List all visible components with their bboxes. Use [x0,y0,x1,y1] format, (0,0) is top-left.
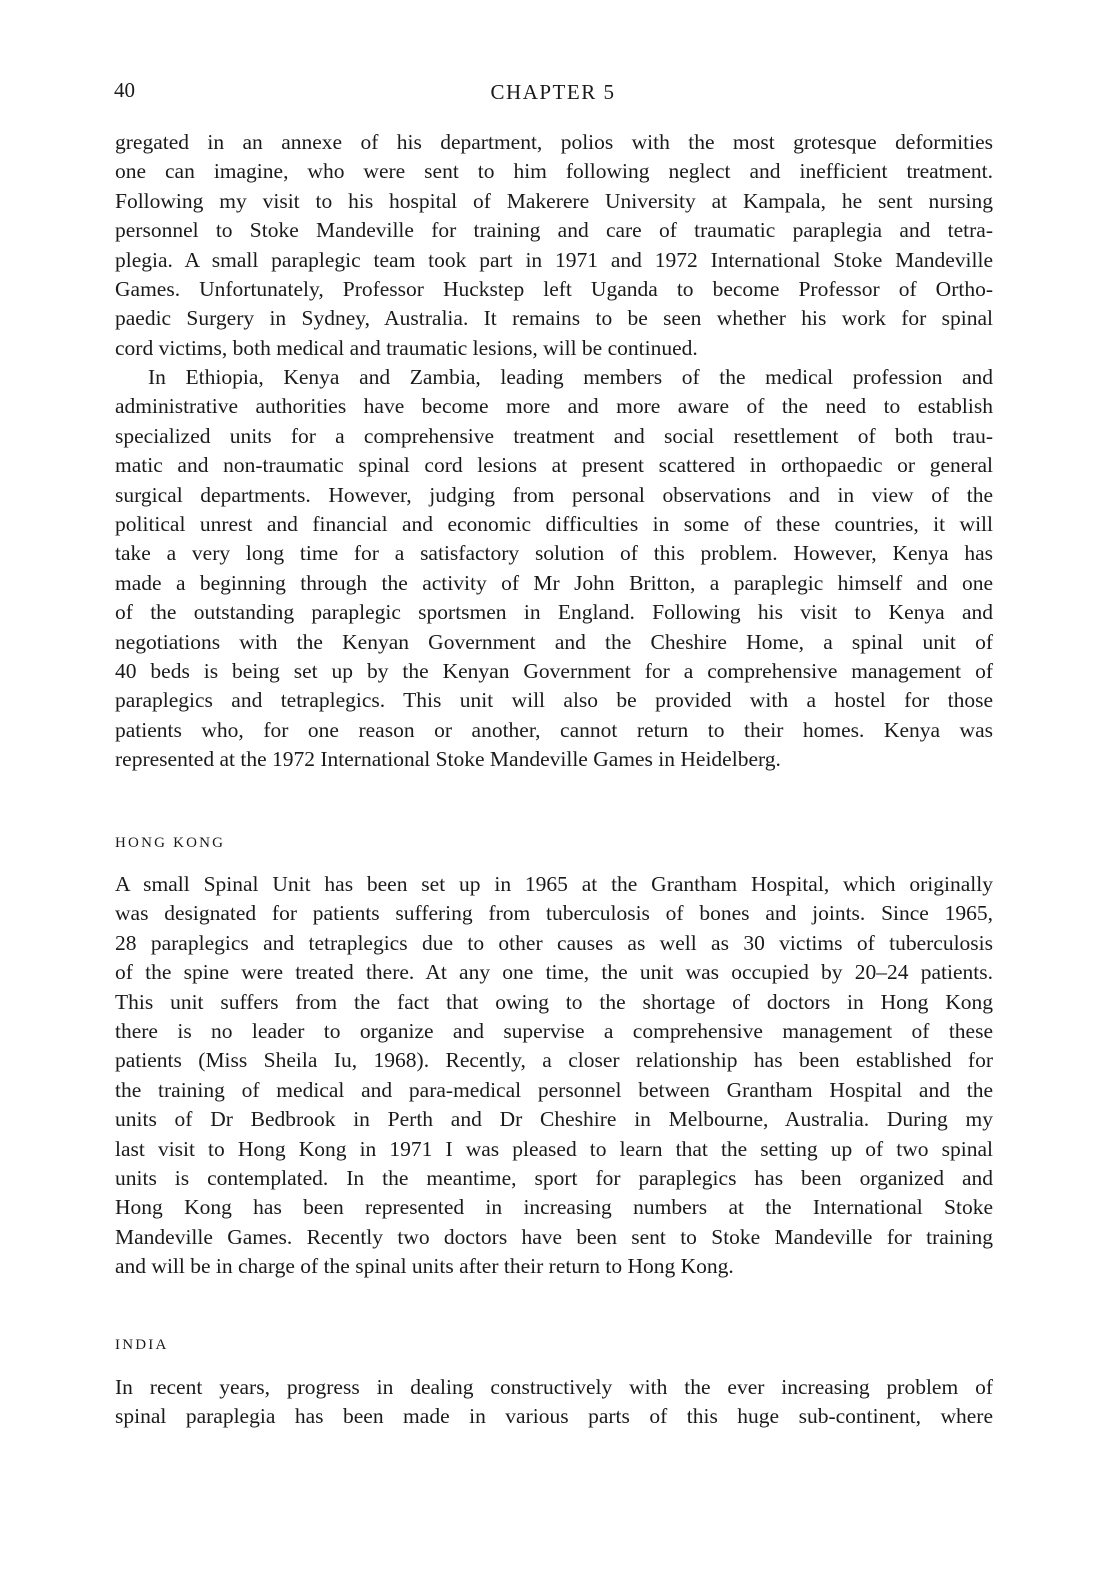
running-head: CHAPTER 5 [490,80,616,104]
text-line: units of Dr Bedbrook in Perth and Dr Cheshire in Melbourne, Australia. During my [115,1107,993,1132]
text-line: personnel to Stoke Mandeville for training and care of traumatic paraplegia and tetra- [115,218,993,243]
text-line: units is contemplated. In the meantime, sport for paraplegics has been organized and [115,1165,993,1190]
text-line: Hong Kong has been represented in increasing numbers at the International Stoke [115,1195,993,1220]
text-line: surgical departments. However, judging from personal observations and in view of the [115,482,993,507]
text-line: gregated in an annexe of his department, polios with the most grotesque deformities [115,130,993,154]
text-line: A small Spinal Unit has been set up in 1965 at the Grantham Hospital, which originally [115,872,993,896]
paragraph-uganda-continuation [115,128,993,363]
paragraph-india [115,1373,993,1432]
text-line: of the outstanding paraplegic sportsmen in England. Following his visit to Kenya and [115,600,993,625]
text-line: Following my visit to his hospital of Makerere University at Kampala, he sent nursing [115,188,993,213]
paragraph-ethiopia-kenya-zambia [115,363,993,774]
text-line: paraplegics and tetraplegics. This unit will also be provided with a hostel for those [115,688,993,713]
text-line: spinal paraplegia has been made in various parts of this huge sub-continent, where [115,1404,993,1429]
text-line: patients (Miss Sheila Iu, 1968). Recently, a closer relationship has been established for [115,1048,993,1073]
text-line: last visit to Hong Kong in 1971 I was pleased to learn that the setting up of two spinal [115,1136,993,1161]
text-line: the training of medical and para-medical personnel between Grantham Hospital and the [115,1077,993,1102]
text-line: take a very long time for a satisfactory solution of this problem. However, Kenya has [115,541,993,566]
text-line: administrative authorities have become more and more aware of the need to establish [115,394,993,419]
text-line: matic and non-traumatic spinal cord lesions at present scattered in orthopaedic or general [115,453,993,478]
text-line: cord victims, both medical and traumatic lesions, will be continued. [115,335,698,360]
section-heading-india: INDIA [115,1337,169,1353]
text-line: of the spine were treated there. At any one time, the unit was occupied by 20–24 patients. [115,960,993,985]
text-line: 40 beds is being set up by the Kenyan Government for a comprehensive management of [115,658,993,683]
text-line: In recent years, progress in dealing constructively with the ever increasing problem of [115,1375,993,1399]
page-number: 40 [114,78,135,102]
text-line: made a beginning through the activity of Mr John Britton, a paraplegic himself and one [115,570,993,595]
text-line: plegia. A small paraplegic team took part in 1971 and 1972 International Stoke Mandeville [115,247,993,272]
text-line: negotiations with the Kenyan Government and the Cheshire Home, a spinal unit of [115,629,993,654]
text-line: represented at the 1972 International Stoke Mandeville Games in Heidelberg. [115,747,781,772]
text-line: specialized units for a comprehensive treatment and social resettlement of both trau- [115,423,993,448]
text-line: Mandeville Games. Recently two doctors have been sent to Stoke Mandeville for training [115,1224,993,1249]
text-line: patients who, for one reason or another, cannot return to their homes. Kenya was [115,717,993,742]
text-line: 28 paraplegics and tetraplegics due to other causes as well as 30 victims of tuberculosis [115,930,993,955]
text-line: and will be in charge of the spinal units after their return to Hong Kong. [115,1254,734,1279]
text-line: This unit suffers from the fact that owing to the shortage of doctors in Hong Kong [115,989,993,1014]
text-line: was designated for patients suffering from tuberculosis of bones and joints. Since 1965, [115,901,993,926]
text-line: political unrest and financial and economic difficulties in some of these countries, it will [115,511,993,536]
paragraph-hong-kong [115,870,993,1281]
text-line: one can imagine, who were sent to him following neglect and inefficient treatment. [115,159,993,184]
text-line: Games. Unfortunately, Professor Huckstep left Uganda to become Professor of Ortho- [115,276,993,301]
text-line: In Ethiopia, Kenya and Zambia, leading members of the medical profession and [148,365,993,389]
section-heading-hong-kong: HONG KONG [115,835,226,851]
text-line: there is no leader to organize and supervise a comprehensive management of these [115,1018,993,1043]
text-line: paedic Surgery in Sydney, Australia. It remains to be seen whether his work for spinal [115,306,993,331]
